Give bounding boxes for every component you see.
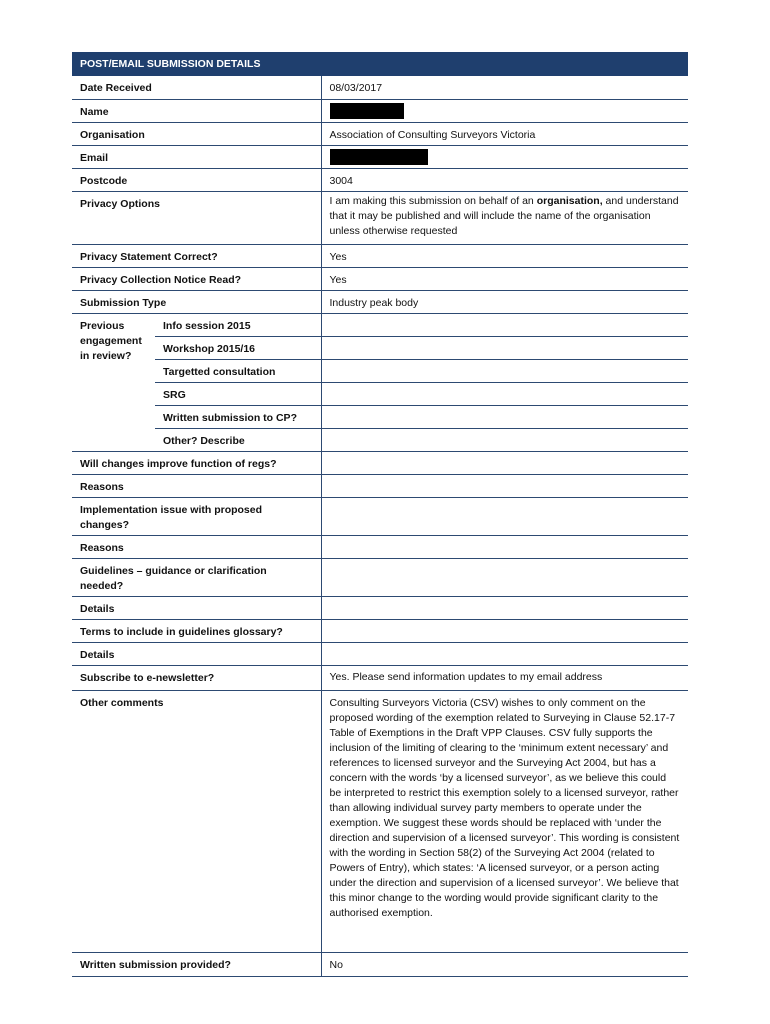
written-submission-value: No — [321, 952, 688, 976]
privacy-collection-value: Yes — [321, 267, 688, 290]
organisation-label: Organisation — [72, 122, 321, 145]
privacy-statement-label: Privacy Statement Correct? — [72, 244, 321, 267]
postcode-label: Postcode — [72, 168, 321, 191]
email-label: Email — [72, 145, 321, 168]
newsletter-value: Yes. Please send information updates to my email address — [321, 665, 688, 690]
row-written-submission — [72, 952, 688, 976]
row-engagement-2 — [72, 336, 688, 359]
row-postcode — [72, 168, 688, 191]
row-engagement-5 — [72, 405, 688, 428]
row-privacy-statement — [72, 244, 688, 267]
engagement-item-srg: SRG — [155, 382, 321, 405]
reasons-2-label: Reasons — [72, 535, 321, 558]
privacy-statement-value: Yes — [321, 244, 688, 267]
engagement-value-other — [321, 428, 688, 451]
organisation-value: Association of Consulting Surveyors Victoria — [321, 122, 688, 145]
improve-function-value — [321, 451, 688, 474]
privacy-options-label: Privacy Options — [72, 191, 321, 244]
engagement-item-workshop: Workshop 2015/16 — [155, 336, 321, 359]
previous-engagement-label: Previous engagement in review? — [72, 313, 155, 451]
email-value — [321, 145, 688, 168]
reasons-2-value — [321, 535, 688, 558]
row-engagement-4 — [72, 382, 688, 405]
row-privacy-options — [72, 191, 688, 244]
date-received-label: Date Received — [72, 76, 321, 99]
details-1-value — [321, 596, 688, 619]
engagement-value-info-session — [321, 313, 688, 336]
guidelines-value — [321, 558, 688, 596]
privacy-collection-label: Privacy Collection Notice Read? — [72, 267, 321, 290]
details-2-value — [321, 642, 688, 665]
row-reasons-1 — [72, 474, 688, 497]
row-glossary — [72, 619, 688, 642]
privacy-text-start: I am making this submission on behalf of an — [329, 194, 537, 207]
details-2-label: Details — [72, 642, 321, 665]
row-date-received — [72, 76, 688, 99]
implementation-value — [321, 497, 688, 535]
row-reasons-2 — [72, 535, 688, 558]
row-engagement-3 — [72, 359, 688, 382]
row-details-1 — [72, 596, 688, 619]
engagement-value-srg — [321, 382, 688, 405]
other-comments-label: Other comments — [72, 690, 321, 952]
row-guidelines — [72, 558, 688, 596]
engagement-item-written: Written submission to CP? — [155, 405, 321, 428]
row-engagement-1 — [72, 313, 688, 336]
email-redaction — [330, 149, 428, 165]
submission-details-table — [72, 52, 688, 977]
written-submission-label: Written submission provided? — [72, 952, 321, 976]
engagement-value-written — [321, 405, 688, 428]
name-redaction — [330, 103, 404, 119]
row-organisation — [72, 122, 688, 145]
engagement-item-other: Other? Describe — [155, 428, 321, 451]
row-name — [72, 99, 688, 122]
guidelines-label: Guidelines – guidance or clarification needed? — [72, 558, 321, 596]
row-newsletter — [72, 665, 688, 690]
row-improve-function — [72, 451, 688, 474]
engagement-value-workshop — [321, 336, 688, 359]
privacy-text-end: and understand that it may be published and will include the name of the organisation unless otherwise requested — [329, 194, 679, 237]
engagement-item-info-session: Info session 2015 — [155, 313, 321, 336]
name-value — [321, 99, 688, 122]
row-privacy-collection — [72, 267, 688, 290]
row-email — [72, 145, 688, 168]
engagement-item-targetted: Targetted consultation — [155, 359, 321, 382]
table-header-row — [72, 52, 688, 76]
row-details-2 — [72, 642, 688, 665]
postcode-value: 3004 — [321, 168, 688, 191]
privacy-text-bold: organisation, — [536, 194, 603, 207]
table-header: POST/EMAIL SUBMISSION DETAILS — [72, 52, 688, 76]
glossary-label: Terms to include in guidelines glossary? — [72, 619, 321, 642]
details-1-label: Details — [72, 596, 321, 619]
other-comments-value: Consulting Surveyors Victoria (CSV) wishes to only comment on the proposed wording of the exemption related to Surveying in Clause 52.17-7 Table of Exemptions in the Draft VPP Clauses. CSV fully supports the inclusion of the limiting of clearing to the ‘minimum extent necessary’ and references to licensed surveyor and the Surveying Act 2004, but has a concern with the words ‘by a licensed surveyor’, as we believe this could be interpreted to restrict this exemption solely to a licensed surveyor, rather than allowing individual survey party members to operate under the exemption. We suggest these words should be replaced with ‘under the direction and supervision of a licensed surveyor’. This wording is consistent with the wording in Section 58(2) of the Surveying Act 2004 (related to Powers of Entry), which states: ‘A licensed surveyor, or a person acting under the direction and supervision of a licensed surveyor’. We believe that this minor change to the wording would provide significant clarity to the authorised exemption. — [321, 690, 688, 952]
engagement-value-targetted — [321, 359, 688, 382]
submission-type-value: Industry peak body — [321, 290, 688, 313]
name-label: Name — [72, 99, 321, 122]
glossary-value — [321, 619, 688, 642]
improve-function-label: Will changes improve function of regs? — [72, 451, 321, 474]
row-engagement-6 — [72, 428, 688, 451]
reasons-1-label: Reasons — [72, 474, 321, 497]
privacy-options-value — [321, 191, 688, 244]
submission-type-label: Submission Type — [72, 290, 321, 313]
row-implementation — [72, 497, 688, 535]
row-submission-type — [72, 290, 688, 313]
date-received-value: 08/03/2017 — [321, 76, 688, 99]
reasons-1-value — [321, 474, 688, 497]
row-other-comments — [72, 690, 688, 952]
implementation-label: Implementation issue with proposed changes? — [72, 497, 321, 535]
newsletter-label: Subscribe to e-newsletter? — [72, 665, 321, 690]
